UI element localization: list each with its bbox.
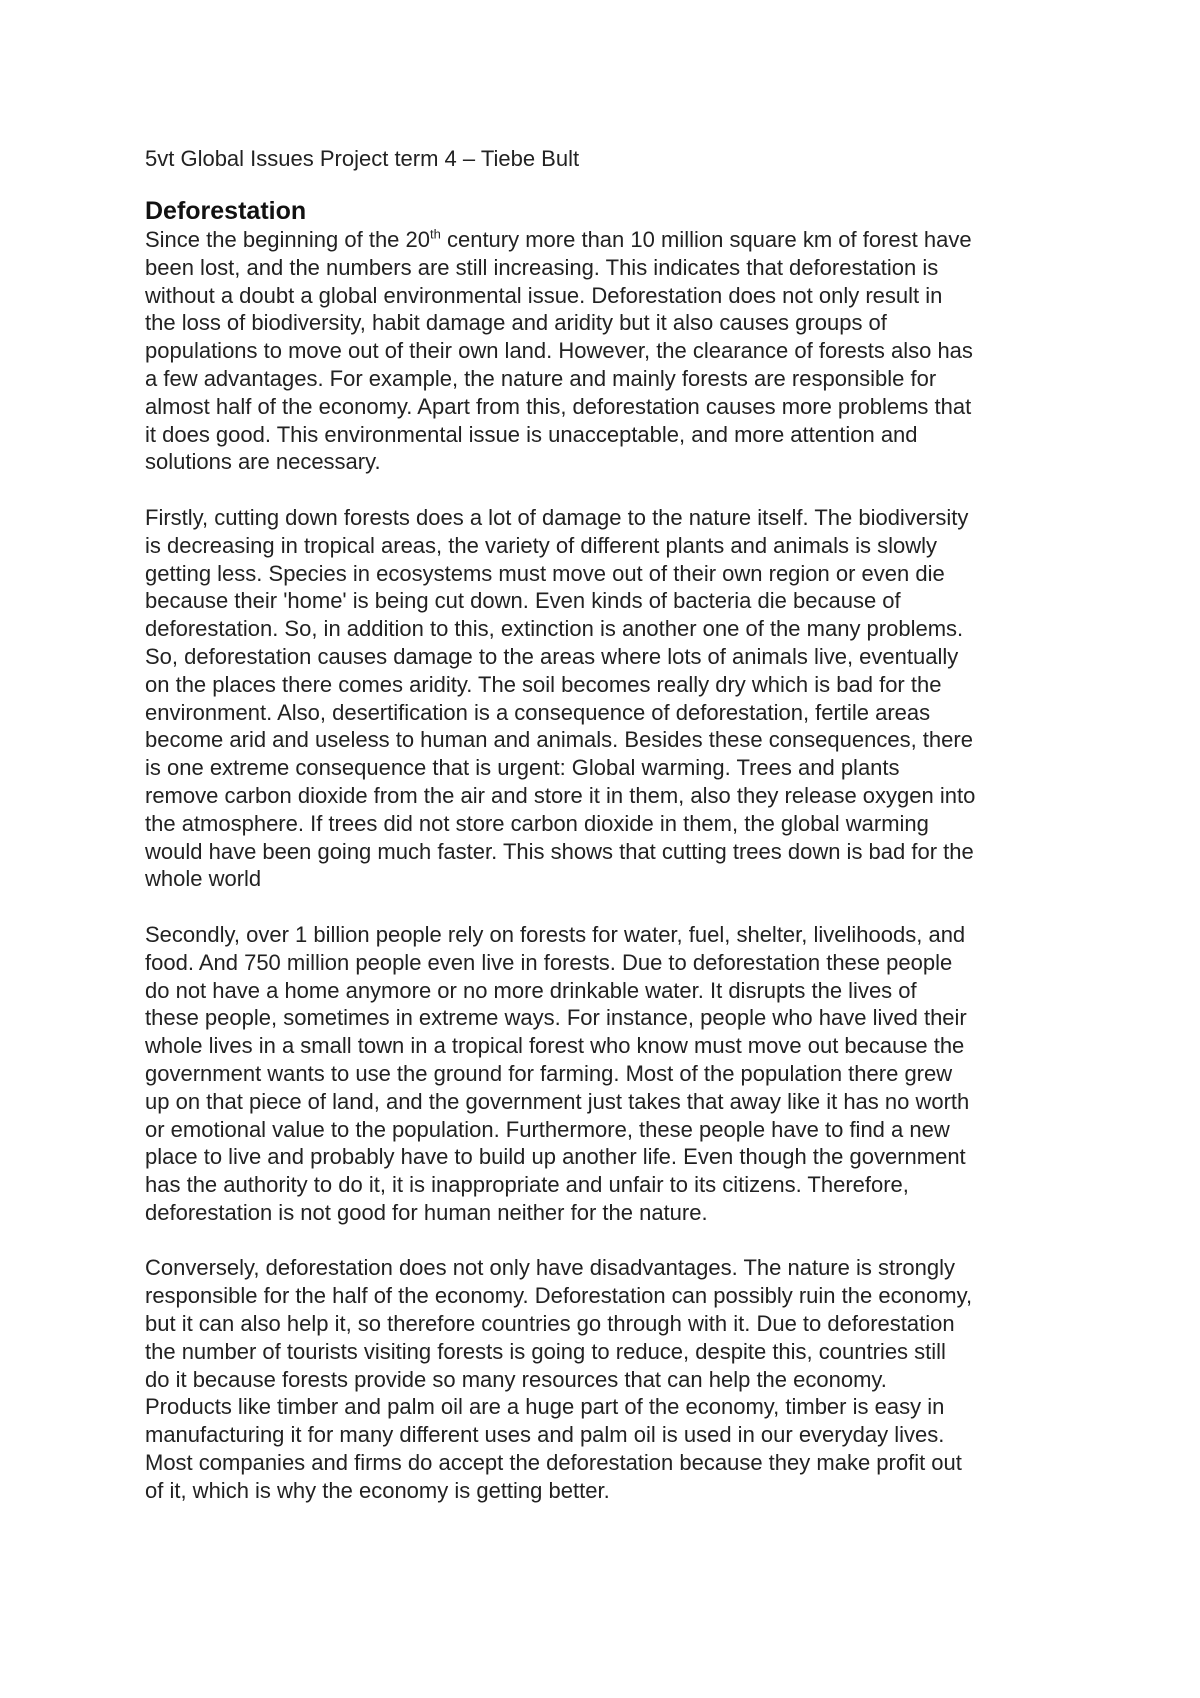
paragraph-line: whole world — [145, 866, 262, 892]
paragraph-line: populations to move out of their own land. However, the clearance of forests also has — [145, 338, 973, 364]
document-page — [145, 144, 1085, 1532]
body-paragraph-3 — [145, 1254, 1085, 1504]
body-paragraph-2 — [145, 921, 1085, 1227]
paragraph-line: So, deforestation causes damage to the areas where lots of animals live, eventually — [145, 643, 959, 669]
paragraph-line: solutions are necessary. — [145, 449, 381, 475]
intro-line-first: Since the beginning of the 20th century more than 10 million square km of forest have — [145, 226, 972, 252]
paragraph-line: Firstly, cutting down forests does a lot of damage to the nature itself. The biodiversity — [145, 504, 969, 530]
paragraph-line: remove carbon dioxide from the air and store it in them, also they release oxygen into — [145, 782, 976, 808]
paragraph-line: a few advantages. For example, the nature and mainly forests are responsible for — [145, 365, 937, 391]
paragraph-line: would have been going much faster. This shows that cutting trees down is bad for the — [145, 838, 974, 864]
paragraph-line: the loss of biodiversity, habit damage and aridity but it also causes groups of — [145, 310, 887, 336]
document-header: 5vt Global Issues Project term 4 – Tiebe Bult — [145, 146, 580, 171]
paragraph-line: responsible for the half of the economy. Deforestation can possibly ruin the economy, — [145, 1283, 973, 1309]
paragraph-line: Conversely, deforestation does not only have disadvantages. The nature is strongly — [145, 1255, 956, 1281]
paragraph-line: on the places there comes aridity. The soil becomes really dry which is bad for the — [145, 671, 942, 697]
paragraph-line: is decreasing in tropical areas, the variety of different plants and animals is slowly — [145, 532, 937, 558]
paragraph-line: become arid and useless to human and animals. Besides these consequences, there — [145, 727, 973, 753]
paragraph-line: or emotional value to the population. Furthermore, these people have to find a new — [145, 1116, 950, 1142]
body-paragraph-1 — [145, 504, 1085, 893]
paragraph-line: deforestation. So, in addition to this, extinction is another one of the many problems. — [145, 616, 964, 642]
paragraph-line: do it because forests provide so many resources that can help the economy. — [145, 1366, 887, 1392]
paragraph-line: whole lives in a small town in a tropical forest who know must move out because the — [145, 1033, 965, 1059]
paragraph-line: is one extreme consequence that is urgent: Global warming. Trees and plants — [145, 755, 900, 781]
paragraph-line: manufacturing it for many different uses and palm oil is used in our everyday lives. — [145, 1422, 945, 1448]
paragraph-line: been lost, and the numbers are still increasing. This indicates that deforestation is — [145, 254, 939, 280]
paragraph-line: government wants to use the ground for farming. Most of the population there grew — [145, 1060, 953, 1086]
intro-paragraph — [145, 226, 1085, 476]
paragraph-line: of it, which is why the economy is getting better. — [145, 1477, 610, 1503]
paragraph-line: Secondly, over 1 billion people rely on forests for water, fuel, shelter, livelihoods, and — [145, 921, 966, 947]
paragraph-line: environment. Also, desertification is a consequence of deforestation, fertile areas — [145, 699, 931, 725]
paragraph-line: getting less. Species in ecosystems must move out of their own region or even die — [145, 560, 945, 586]
paragraph-line: up on that piece of land, and the government just takes that away like it has no worth — [145, 1088, 970, 1114]
paragraph-line: Most companies and firms do accept the deforestation because they make profit out — [145, 1450, 962, 1476]
paragraph-line: has the authority to do it, it is inappropriate and unfair to its citizens. Therefore, — [145, 1172, 909, 1198]
paragraph-line: food. And 750 million people even live in forests. Due to deforestation these people — [145, 949, 953, 975]
paragraph-line: without a doubt a global environmental issue. Deforestation does not only result in — [145, 282, 943, 308]
paragraph-line: the number of tourists visiting forests is going to reduce, despite this, countries still — [145, 1338, 946, 1364]
paragraph-line: place to live and probably have to build up another life. Even though the government — [145, 1144, 966, 1170]
paragraph-line: do not have a home anymore or no more drinkable water. It disrupts the lives of — [145, 977, 917, 1003]
paragraph-line: almost half of the economy. Apart from this, deforestation causes more problems that — [145, 393, 972, 419]
paragraph-line: because their 'home' is being cut down. Even kinds of bacteria die because of — [145, 588, 901, 614]
paragraph-line: Products like timber and palm oil are a huge part of the economy, timber is easy in — [145, 1394, 945, 1420]
paragraph-line: these people, sometimes in extreme ways. For instance, people who have lived their — [145, 1005, 967, 1031]
document-title: Deforestation — [145, 197, 307, 225]
paragraph-line: deforestation is not good for human neither for the nature. — [145, 1199, 708, 1225]
paragraph-line: but it can also help it, so therefore countries go through with it. Due to deforestation — [145, 1311, 955, 1337]
paragraph-line: it does good. This environmental issue is unacceptable, and more attention and — [145, 421, 918, 447]
paragraph-line: the atmosphere. If trees did not store carbon dioxide in them, the global warming — [145, 810, 929, 836]
